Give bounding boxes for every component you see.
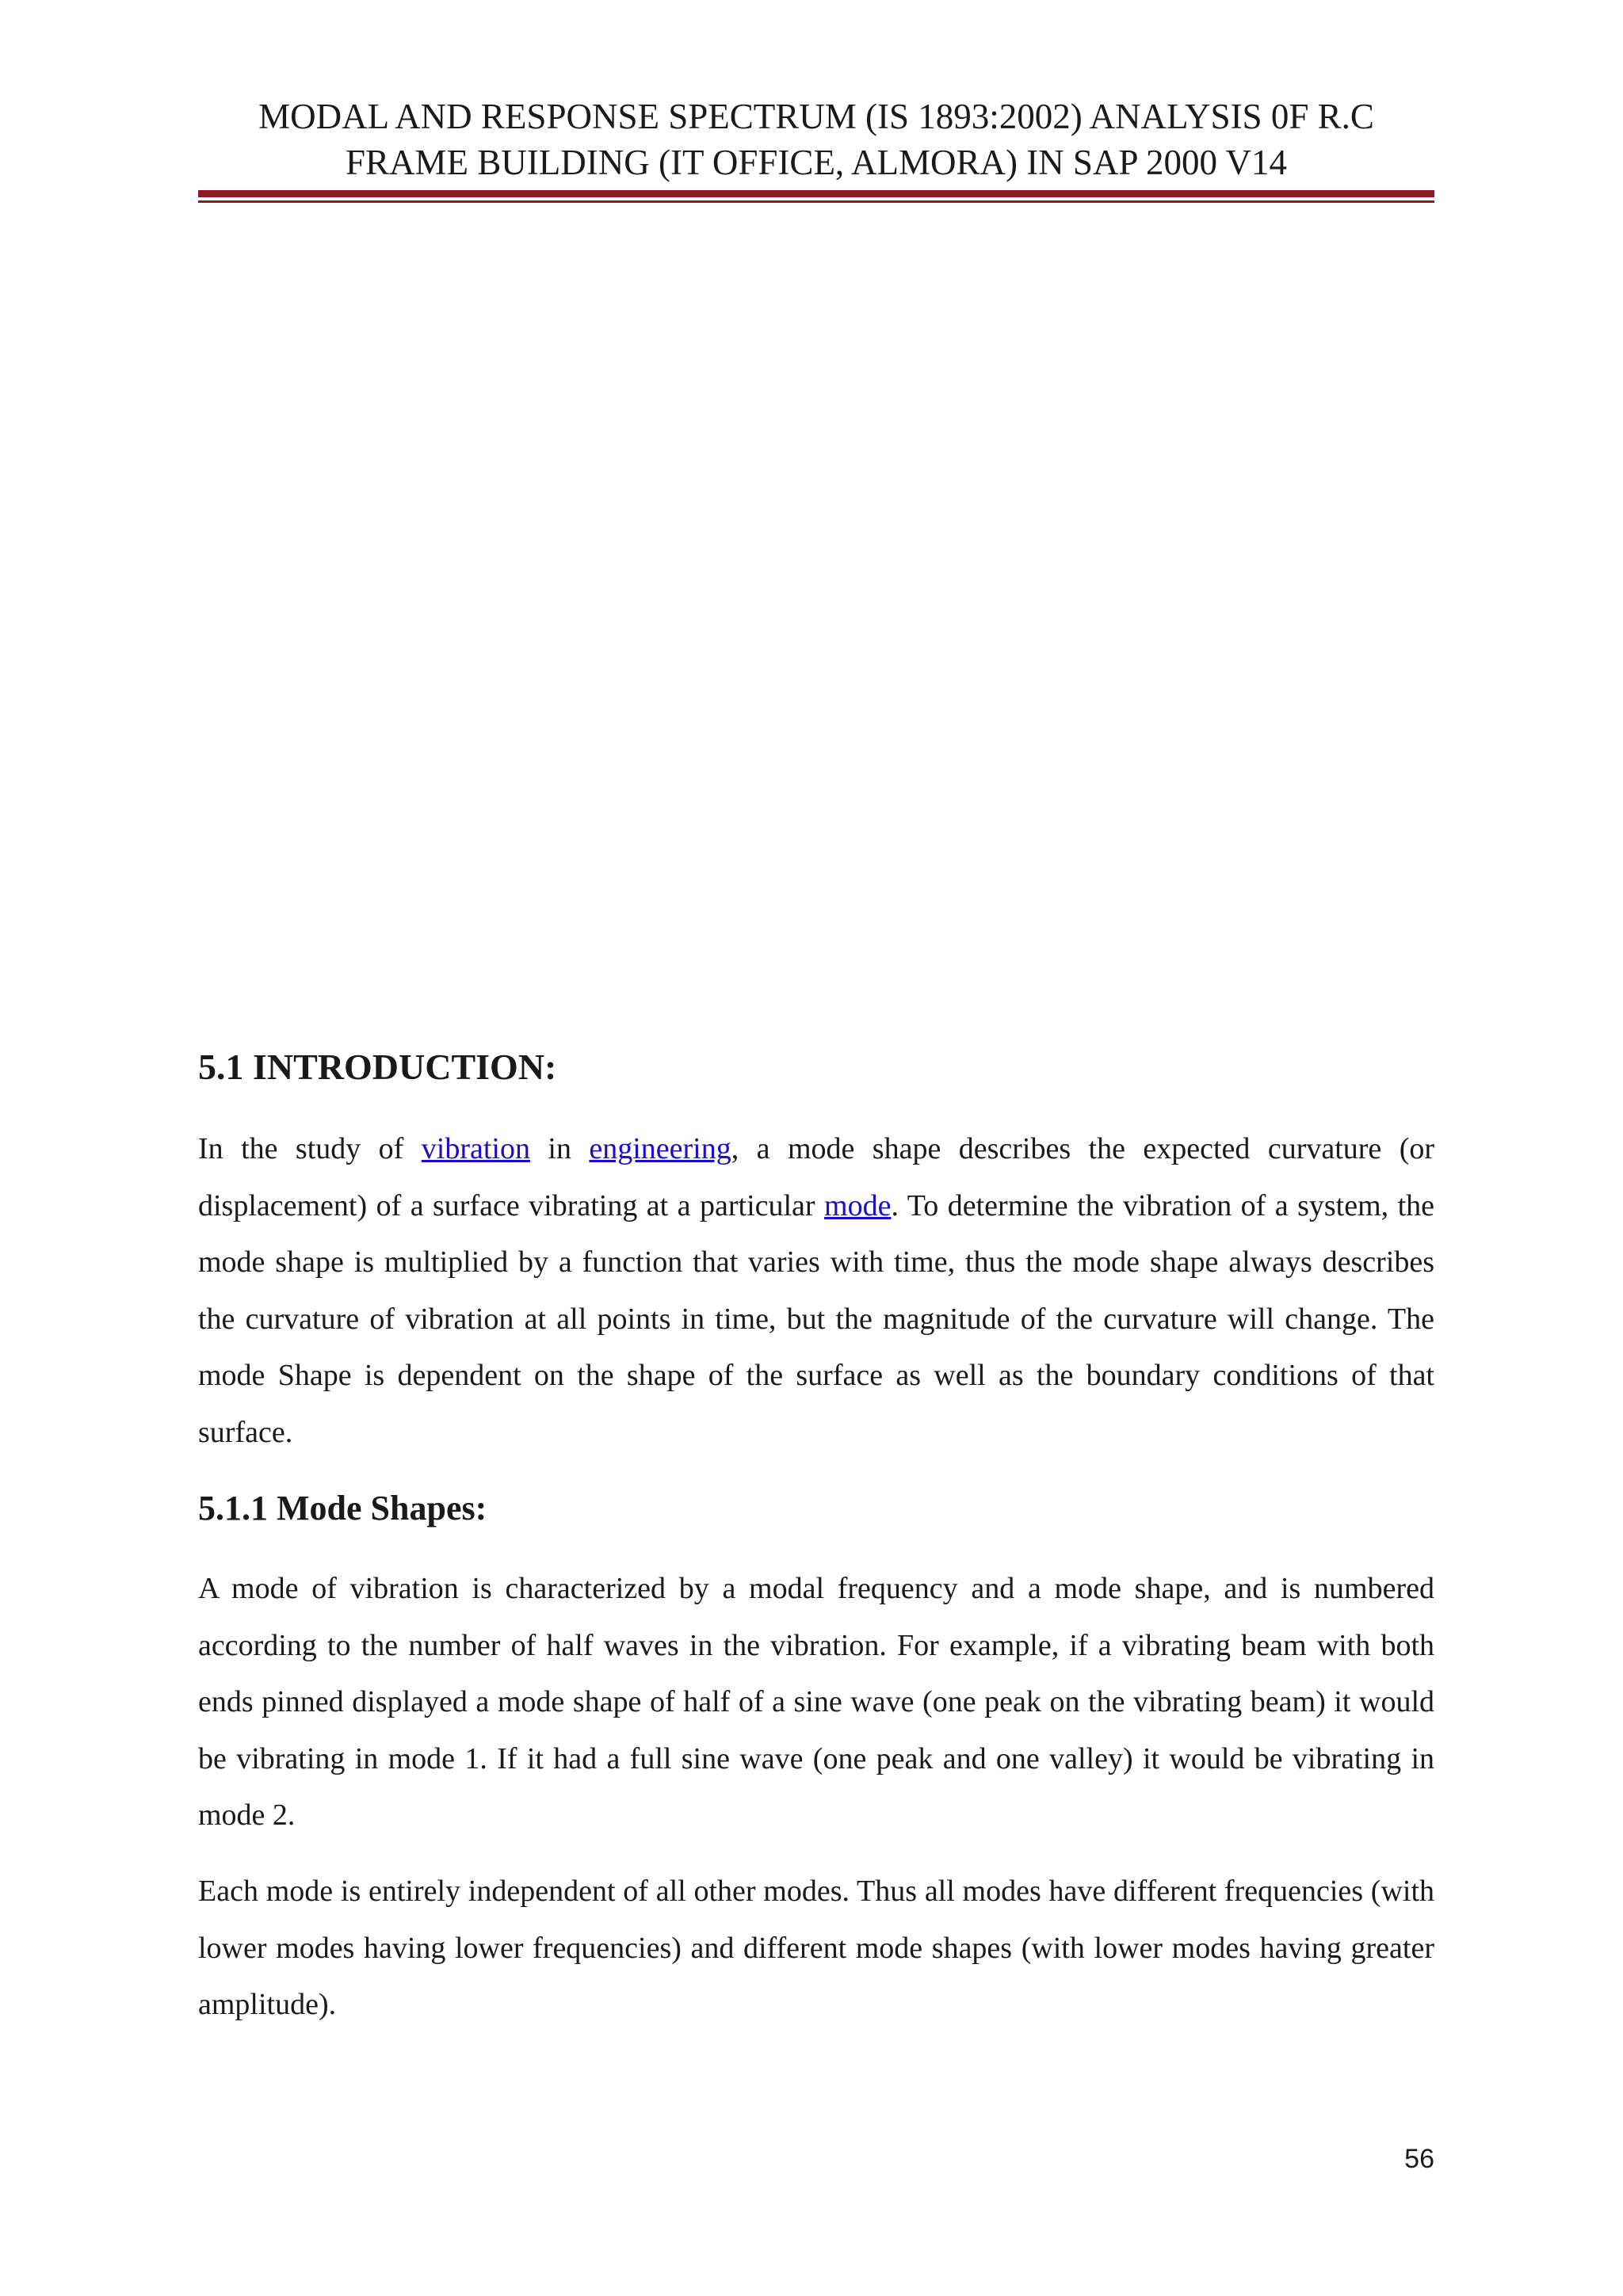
intro-text-1: In the study of: [198, 1132, 422, 1165]
intro-text-4: . To determine the vibration of a system, the mode shape is multiplied by a function that varies with time, thus the mode shape always describes the curvature of vibration at all points in time, but the magnitude of the curvature will change. The mode Shape is dependent on the shape of the surface as well as the boundary conditions of that surface.: [198, 1188, 1434, 1449]
running-header-line-2: FRAME BUILDING (IT OFFICE, ALMORA) IN SAP 2000 V14: [346, 143, 1287, 182]
subsection-heading: 5.1.1 Mode Shapes:: [198, 1489, 487, 1527]
page-number: 56: [1404, 2144, 1434, 2174]
running-header: [198, 93, 1434, 185]
header-rule-thin: [198, 200, 1434, 203]
mode-link[interactable]: mode: [824, 1188, 892, 1222]
intro-text-2: in: [529, 1132, 590, 1165]
intro-text-3: , a mode shape describes the expected curvature (or displacement) of a surface vibrating at a particular: [198, 1132, 1435, 1222]
header-rule-thick: [198, 190, 1434, 197]
mode-shapes-paragraph-1: A mode of vibration is characterized by a modal frequency and a mode shape, and is numbered according to the number of half waves in the vibration. For example, if a vibrating beam with both ends pinned displayed a mode shape of half of a sine wave (one peak on the vibrating beam) it would be vibrating in mode 1. If it had a full sine wave (one peak and one valley) it would be vibrating in mode 2.: [198, 1572, 1434, 1832]
vibration-link[interactable]: vibration: [421, 1132, 530, 1165]
running-header-line-1: MODAL AND RESPONSE SPECTRUM (IS 1893:2002) ANALYSIS 0F R.C: [258, 97, 1374, 136]
intro-paragraph: [198, 1121, 1434, 1461]
section-heading: 5.1 INTRODUCTION:: [198, 1047, 557, 1087]
mode-shapes-paragraph-2: Each mode is entirely independent of all other modes. Thus all modes have different frequencies (with lower modes having lower frequencies) and different mode shapes (with lower modes having greater amplitude).: [198, 1875, 1434, 2021]
engineering-link[interactable]: engineering: [589, 1132, 731, 1165]
